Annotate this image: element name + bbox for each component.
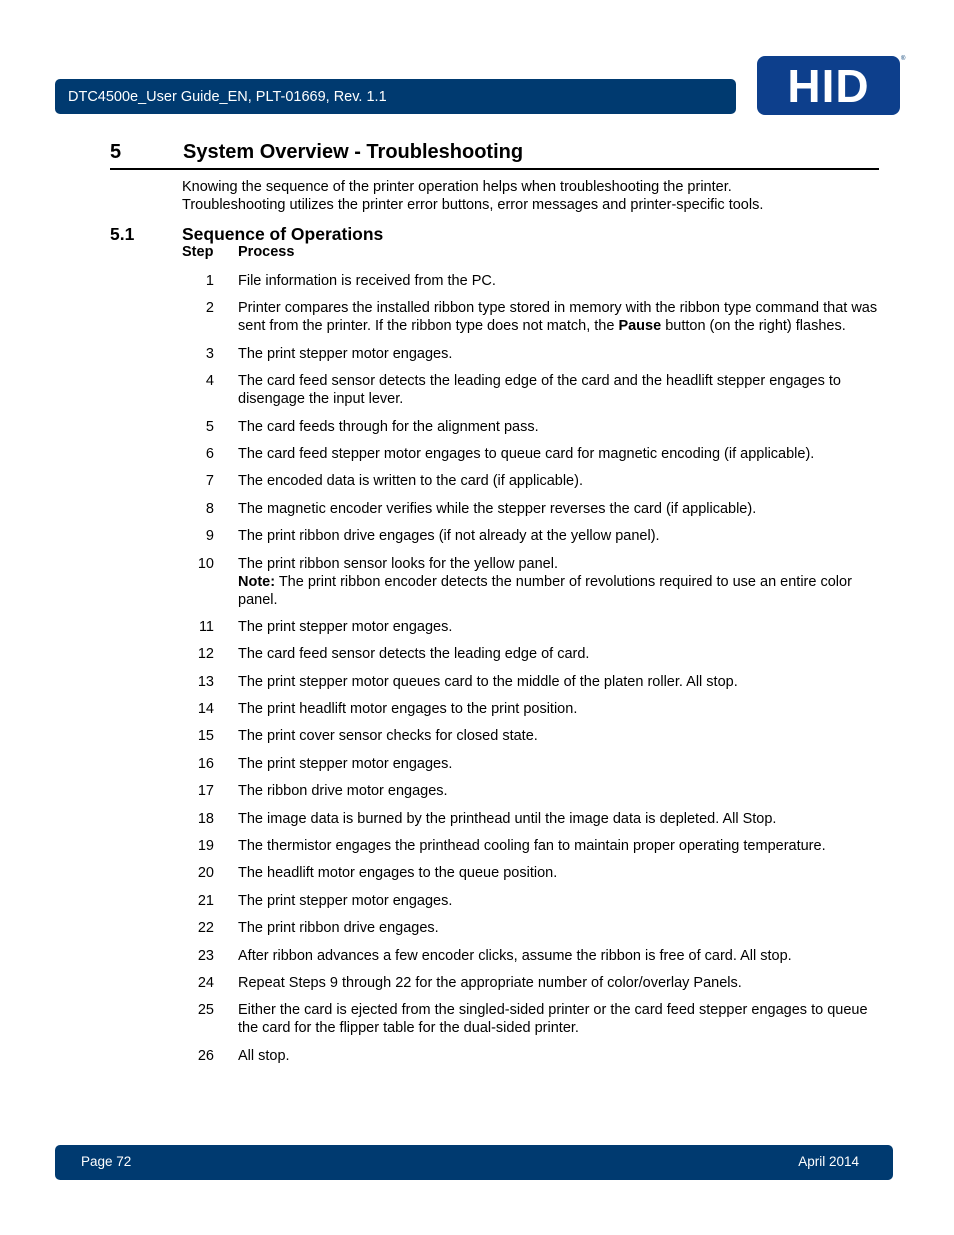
step-number: 26 (197, 1047, 214, 1064)
step-number: 23 (197, 947, 214, 964)
step-row (182, 345, 882, 363)
step-row (182, 919, 882, 937)
footer-bar (55, 1145, 893, 1180)
step-number: 24 (197, 974, 214, 991)
step-number: 1 (205, 273, 214, 289)
step-number: 3 (205, 345, 214, 362)
step-text: Either the card is ejected from the singled-sided printer or the card feed stepper engages to queue the card for the flipper table for the dual-sided printer. (238, 1002, 868, 1037)
registered-mark: ® (901, 56, 906, 62)
step-text: The print stepper motor engages. (238, 345, 453, 362)
step-text: The print ribbon sensor looks for the yellow panel. Note: The print ribbon encoder detects the number of revolutions required to use an entire color panel. (238, 555, 852, 608)
step-row (182, 864, 882, 882)
steps-list (182, 272, 882, 1074)
step-number: 5 (205, 418, 214, 435)
section-title: System Overview - Troubleshooting (183, 141, 524, 163)
step-row (182, 837, 882, 855)
step-row (182, 299, 882, 335)
step-text: The print stepper motor queues card to the middle of the platen roller. All stop. (238, 673, 738, 690)
intro-line: Troubleshooting utilizes the printer error buttons, error messages and printer-specific tools. (182, 197, 764, 213)
step-row (182, 947, 882, 965)
step-number: 20 (197, 865, 214, 882)
step-text: The print ribbon drive engages. (238, 920, 439, 937)
step-text: The ribbon drive motor engages. (238, 783, 448, 800)
intro-line: Knowing the sequence of the printer operation helps when troubleshooting the printer. (182, 179, 732, 195)
step-number: 25 (197, 1002, 214, 1019)
step-number: 4 (205, 373, 214, 390)
step-row (182, 974, 882, 992)
section-number: 5 (110, 141, 122, 163)
step-row (182, 618, 882, 636)
step-row (182, 700, 882, 718)
step-number: 13 (197, 673, 214, 690)
step-number: 19 (197, 838, 214, 855)
step-text: After ribbon advances a few encoder clicks, assume the ribbon is free of card. All stop. (238, 947, 792, 964)
step-number: 14 (197, 701, 214, 718)
step-text: The print ribbon drive engages (if not already at the yellow panel). (238, 528, 660, 545)
page-number: Page 72 (81, 1154, 132, 1169)
header-bar (55, 79, 736, 114)
pause-label: Pause (618, 318, 662, 335)
step-row (182, 645, 882, 663)
step-number: 2 (205, 300, 214, 317)
hid-logo (757, 56, 900, 115)
step-row (182, 892, 882, 910)
step-row (182, 272, 882, 290)
section-intro (182, 178, 882, 214)
section-heading (110, 140, 879, 170)
step-number: 15 (197, 728, 214, 745)
step-number: 10 (197, 555, 214, 572)
step-row (182, 472, 882, 490)
step-text: The magnetic encoder verifies while the stepper reverses the card (if applicable). (238, 500, 757, 517)
step-text: The headlift motor engages to the queue position. (238, 865, 558, 882)
step-row (182, 755, 882, 773)
note-text: The print ribbon encoder detects the number of revolutions required to use an entire color panel. (238, 573, 852, 608)
step-number: 7 (205, 473, 214, 490)
step-text: The encoded data is written to the card (if applicable). (238, 473, 583, 490)
subsection-number: 5.1 (110, 224, 135, 244)
note-label: Note: (238, 573, 276, 590)
document-title: DTC4500e_User Guide_EN, PLT-01669, Rev. 1.1 (68, 89, 387, 105)
step-row (182, 500, 882, 518)
step-text: The card feed sensor detects the leading edge of the card and the headlift stepper engages to disengage the input lever. (238, 373, 841, 408)
step-number: 11 (198, 618, 214, 635)
step-text: The image data is burned by the printhead until the image data is depleted. All Stop. (238, 810, 777, 827)
publication-date: April 2014 (798, 1154, 859, 1169)
step-text: All stop. (238, 1047, 290, 1064)
step-row (182, 782, 882, 800)
step-number: 17 (197, 783, 214, 800)
step-number: 22 (197, 920, 214, 937)
step-number: 6 (205, 445, 214, 462)
step-text: Printer compares the installed ribbon type stored in memory with the ribbon type command that was sent from the printer. If the ribbon type does not match, the Pause button (on the right) flashes. (238, 300, 878, 335)
step-text: Repeat Steps 9 through 22 for the appropriate number of color/overlay Panels. (238, 974, 742, 991)
step-number: 8 (205, 500, 214, 517)
step-number: 9 (205, 528, 214, 545)
step-text: File information is received from the PC. (238, 273, 496, 289)
step-text: The print stepper motor engages. (238, 618, 453, 635)
step-row (182, 727, 882, 745)
step-row (182, 418, 882, 436)
subsection-title: Sequence of Operations (182, 224, 384, 244)
step-row (182, 810, 882, 828)
logo-text: HID (787, 60, 870, 112)
column-header-process: Process (238, 244, 295, 260)
step-text: The card feeds through for the alignment pass. (238, 418, 539, 435)
step-number: 21 (197, 892, 214, 909)
column-header-step: Step (182, 244, 214, 260)
step-number: 18 (197, 810, 214, 827)
step-text: The print stepper motor engages. (238, 755, 453, 772)
step-row (182, 527, 882, 545)
step-text: The print headlift motor engages to the print position. (238, 701, 578, 718)
step-number: 16 (197, 755, 214, 772)
step-row (182, 372, 882, 408)
step-text: The print stepper motor engages. (238, 892, 453, 909)
step-row (182, 555, 882, 609)
step-row (182, 1047, 882, 1065)
step-text: The card feed sensor detects the leading edge of card. (238, 646, 590, 663)
step-row (182, 673, 882, 691)
step-text: The thermistor engages the printhead cooling fan to maintain proper operating temperature. (238, 838, 826, 855)
step-number: 12 (197, 646, 214, 663)
step-text: The print cover sensor checks for closed state. (238, 728, 538, 745)
step-row (182, 1001, 882, 1037)
step-text: The card feed stepper motor engages to queue card for magnetic encoding (if applicable). (238, 445, 815, 462)
step-row (182, 445, 882, 463)
